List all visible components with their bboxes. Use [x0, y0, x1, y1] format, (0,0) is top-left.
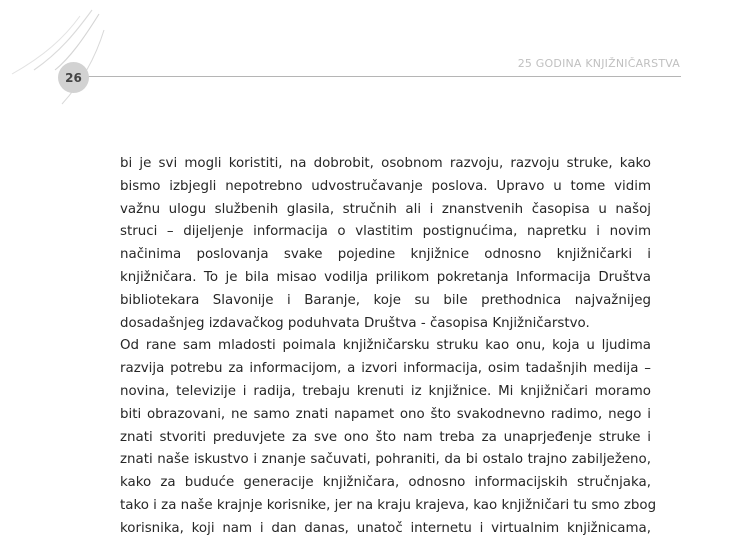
text-line: Od rane sam mladosti poimala knjižničarsku struku kao onu, koja u ljudima	[120, 338, 651, 354]
text-line: tako i za naše krajnje korisnike, jer na kraju krajeva, kao knjižničari tu smo zbog	[120, 497, 657, 513]
body-text	[120, 153, 657, 541]
text-line: načinima poslovanja svake pojedine knjižnice odnosno knjižničarki i	[120, 247, 651, 263]
text-line: bi je svi mogli koristiti, na dobrobit, osobnom razvoju, razvoju struke, kako	[120, 156, 651, 171]
text-line: novina, televizije i radija, trebaju krenuti iz knjižnice. Mi knjižničari moramo	[120, 383, 651, 399]
text-line: knjižničara. To je bila misao vodilja prilikom pokretanja Informacija Društva	[120, 269, 651, 285]
text-line: korisnika, koji nam i dan danas, unatoč internetu i virtualnim knjižnicama,	[120, 520, 651, 536]
header-rule	[73, 76, 681, 77]
text-line: bismo izbjegli nepotrebno udvostručavanje poslova. Upravo u tome vidim	[120, 178, 651, 194]
page-number-badge	[58, 62, 89, 93]
text-line: znati naše iskustvo i znanje sačuvati, pohraniti, da bi ostalo trajno zabilježeno,	[120, 452, 651, 468]
text-line: razvija potrebu za informacijom, a izvori informacija, osim tadašnjih medija –	[120, 361, 651, 377]
text-line: kako za buduće generacije knjižničara, odnosno informacijskih stručnjaka,	[120, 475, 651, 491]
running-header-title: 25 GODINA KNJIŽNIČARSTVA	[517, 57, 680, 70]
page-number: 26	[65, 70, 82, 85]
decorative-corner-arcs	[0, 0, 130, 120]
text-line: znati stvoriti preduvjete za sve ono što nam treba za unaprjeđenje struke i	[120, 429, 651, 445]
text-line: struci – dijeljenje informacija o vlastitim postignućima, napretku i novim	[120, 224, 651, 240]
text-line: važnu ulogu službenih glasila, stručnih ali i znanstvenih časopisa u našoj	[120, 201, 651, 217]
text-line: bibliotekara Slavonije i Baranje, koje su bile prethodnica najvažnijeg	[120, 292, 651, 308]
text-line: dosadašnjeg izdavačkog poduhvata Društva - časopisa Knjižničarstvo.	[120, 315, 590, 331]
text-line: biti obrazovani, ne samo znati napamet ono što svakodnevno radimo, nego i	[120, 406, 651, 422]
